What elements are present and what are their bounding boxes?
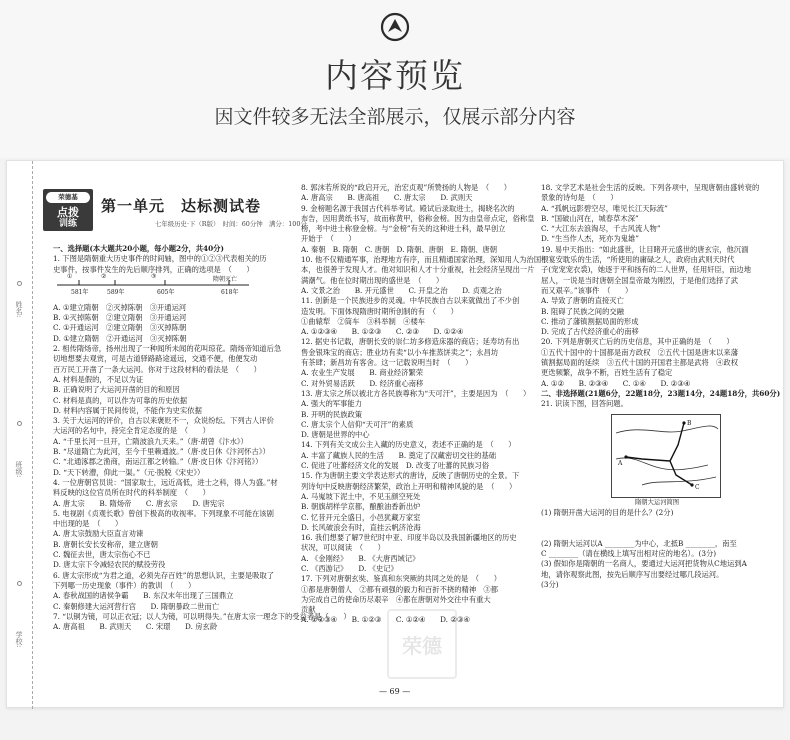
svg-text:C: C — [695, 483, 700, 491]
stub-name: 姓名: — [15, 301, 23, 318]
exam-paper — [6, 160, 784, 708]
question-line: 2. 相传隋炀帝，扬州出现了一种闻所未闻的花叫琼花。隋炀帝知道后急 — [53, 344, 282, 354]
question-line: 镇割据局面的延续 ③五代十国的开国君主都是武将 ④政权 — [541, 358, 739, 368]
timeline-label: 618年 — [221, 288, 239, 296]
question-line: 14. 下列有关文成公主入藏的历史意义，表述不正确的是 （ ） — [301, 440, 516, 450]
question-line: D. 长风破浪会有时，直挂云帆济沧海 — [301, 522, 421, 532]
question-line: B. 朝旗胡样学京都，酿酿油香新出炉 — [301, 502, 421, 512]
question-line: A. 农业生产发展 B. 商业经济繁荣 — [301, 368, 424, 378]
question-line: A. 春秋战国的诸侯争霸 B. 东汉末年出现了三国鼎立 — [53, 591, 234, 601]
question-line: A. 《金刚经》 B. 《大唐西域记》 — [301, 553, 420, 563]
section-heading: 一、选择题(本大题共20小题，每小题2分，共40分) — [53, 244, 224, 253]
question-line: 而又艰辛。”该事件 （ ） — [541, 285, 633, 295]
question-line: 9. 金榜题名源于我国古代科举考试。殿试后录取进士，揭晓名次的 — [301, 203, 515, 213]
question-line: 切地想要去观赏，可是古道驿路路途遥远，交通不便，他便发动 — [53, 354, 258, 364]
question-line: A. 唐太宗鼓励大臣直言劝谏 — [53, 529, 144, 539]
question-line: A. 唐太宗 B. 隋炀帝 C. 唐玄宗 D. 唐宪宗 — [53, 498, 225, 508]
question-line: C. ①开通运河 ②建立隋朝 ③灭掉陈朝 — [53, 323, 187, 333]
stub-school: 学校: — [15, 631, 23, 648]
question-line: ①曲辕犁 ②筒车 ③科举制 ④楼车 — [301, 316, 426, 326]
question-line: 造发明。下面体现隋唐时期所创制的有 （ ） — [301, 306, 458, 316]
timeline-label: 589年 — [107, 288, 125, 296]
page-subtitle: 因文件较多无法全部展示，仅展示部分内容 — [214, 106, 576, 128]
question-line: 11. 创新是一个民族进步的灵魂。中华民族自古以来就做出了不少创 — [301, 296, 520, 306]
svg-text:①: ① — [67, 272, 73, 280]
binding-hole — [17, 421, 22, 426]
question-line: C. 唐太宗个人信仰“天可汗”的素质 — [301, 419, 414, 429]
question-line: 于宴安耽乐的生活，“所使用的庸碌之人，政府由武则天时代 — [541, 255, 735, 265]
question-line: (1) 隋朝开凿大运河的目的是什么？(2分) — [541, 507, 674, 517]
question-line: A. ①②③④ B. ①②③ C. ②③ D. ①②④ — [301, 327, 464, 337]
question-line: 中出现的是 （ ） — [53, 519, 123, 529]
timeline-label: 605年 — [157, 288, 175, 296]
question-line: A. 唐高祖 B. 武则天 C. 宋璟 D. 房玄龄 — [53, 622, 218, 632]
question-line: B. 开明的民族政策 — [301, 409, 363, 419]
svg-text:A: A — [618, 459, 623, 467]
question-line: ①五代十国中的十国都是南方政权 ②五代十国是唐末以来藩 — [541, 347, 739, 357]
question-line: 屈人，一说是当时唐朝全国皇帝最为刚烈，于是他们选择了武 — [541, 275, 739, 285]
question-line: 7. “以铜为镜，可以正衣冠；以人为镜，可以明得失。”在唐太宗一理念下的受益者是（ ） — [53, 611, 351, 621]
question-line: C. “大江东去浪淘尽，千古风流人物” — [541, 224, 661, 234]
question-line: A. 秦朝 B. 隋朝 C. 唐朝 D. 隋朝、唐朝 E. 隋朝、唐朝 — [301, 244, 498, 254]
question-line: D. 材料内容属于民间传说，不能作为史实依据 — [53, 405, 202, 415]
question-line: (3分) — [541, 579, 559, 589]
question-line: A. “孤帆远影碧空尽，唯见长江天际流” — [541, 203, 668, 213]
question-line: 列诗句中反映唐朝经济繁荣，政治上开明和精神风貌的是 （ ） — [301, 481, 517, 491]
question-line: 状况，可以阅读 （ ） — [301, 543, 385, 553]
question-line: B. 阻碍了民族之间的交融 — [541, 306, 624, 316]
question-line: 17. 下列对唐朝玄奘、鉴真和东突厥的共同之处的是 （ ） — [301, 574, 501, 584]
question-line: 20. 下列是唐朝灭亡后的历史信息，其中正确的是 （ ） — [541, 337, 734, 347]
binding-hole — [17, 581, 22, 586]
brand-line-2: 训练 — [58, 219, 77, 229]
question-line: 更迭频繁，战争不断，百姓生活有了稳定 — [541, 368, 673, 378]
question-line — [541, 518, 777, 528]
question-line: C. 忆昔开元全盛日，小邑犹藏万家室 — [301, 512, 421, 522]
map-figure — [541, 414, 777, 508]
page-title: 内容预览 — [325, 56, 465, 95]
question-line: 18. 文学艺术是社会生活的反映。下列各项中，呈现唐朝由盛转衰的 — [541, 183, 760, 192]
question-line: C. “北通涿郡之渔商，南运江都之转输。”（唐·皮日休《汴河铭》） — [53, 457, 263, 467]
column-3 — [541, 183, 781, 590]
svg-text:B: B — [687, 419, 692, 427]
brand-line-1: 点拨 — [57, 206, 79, 219]
question-line: A. 马嵬坡下泥土中，不见玉颜空死处 — [301, 491, 421, 501]
question-line: 1. 下图是隋朝重大历史事件的时间轴，图中的①②③代表相关的历 — [53, 254, 267, 264]
unit-meta: 七年级历史·下（R版） 时间：60分钟 满分：100分 — [155, 220, 307, 228]
question-line: 售金银珠宝的商店；胜业坊有卖“以小车推蒸饼卖之”；永昌坊 — [301, 347, 499, 357]
question-line: 地，请你观察此图，按先后顺序写出要经过哪几段运河。 — [541, 569, 724, 579]
question-line: 6. 唐太宗形成“为君之道，必须先存百姓”的思想认识，主要是吸取了 — [53, 570, 275, 580]
question-line: A. ①② B. ②③④ C. ①④ D. ②③④ — [541, 378, 691, 388]
question-line: 本，也很善于发现人才。他对知识和人才十分重视，社会经济呈现出一片 — [301, 265, 535, 275]
question-line: C. 推动了藩镇割据局面的形成 — [541, 316, 639, 326]
question-line: 料反映的这位官员所在时代的科举制度 （ ） — [53, 488, 210, 498]
section-heading: 二、非选择题(21题6分，22题18分，23题14分，24题18分，共60分) — [541, 388, 781, 398]
question-line: (3) 假如你是隋朝的一名商人，要通过大运河把货物从C地运到A — [541, 559, 747, 569]
question-line: 5. 电视剧《贞观长歌》曾创下极高的收视率。下列现象不可能在该剧 — [53, 508, 274, 518]
question-line: B. “尽道隋亡为此河，至今千里赖通波。”（唐·皮日休《汴河怀古》） — [53, 447, 270, 457]
question-line: D. 唐太宗下令减轻农民的赋役劳役 — [53, 560, 166, 570]
timeline-label: 581年 — [71, 288, 89, 296]
question-line: 贡献 — [301, 605, 316, 615]
timeline-figure — [53, 272, 281, 303]
question-line: D. 完成了古代经济重心的南移 — [541, 327, 639, 337]
question-line: C. 材料是真的，可以作为可靠的历史依据 — [53, 395, 188, 405]
question-line: 下列哪一历史现象（事件）的教训 （ ） — [53, 580, 196, 590]
question-line: 13. 唐太宗之所以被北方各民族尊称为“天可汗”，主要是因为 （ ） — [301, 388, 531, 398]
question-line: D. “天下转漕，仰此一渠。”（元·脱脱《宋史》） — [53, 467, 205, 477]
question-line: 满潮气。他在位时期出现的盛世是 （ ） — [301, 275, 444, 285]
question-line: 景象的诗句是 （ ） — [541, 193, 618, 203]
map-caption: 隋朝大运河简图 — [635, 498, 680, 506]
question-line: A. 强大的军事能力 — [301, 399, 362, 409]
question-line: 12. 据史书记载，唐朝长安的崇仁坊多修造床器的商店；延寿坊有出 — [301, 337, 520, 347]
brand-name: 荣德基 — [46, 192, 90, 203]
question-line: D. ①建立隋朝 ②开通运河 ③灭掉陈朝 — [53, 333, 187, 343]
question-line: C. 《西游记》 D. 《史记》 — [301, 563, 398, 573]
column-2 — [301, 183, 549, 626]
question-line: C. 对外贸易活跃 D. 经济重心南移 — [301, 378, 424, 388]
question-line: C ________（请在横线上填写出相对应的地名）。(3分) — [541, 549, 717, 559]
question-line: 史事件，按事件发生的先后顺序排列，正确的选项是 （ ） — [53, 264, 254, 274]
question-line — [541, 528, 777, 538]
question-line: B. “国破山河在，城春草木深” — [541, 213, 639, 223]
page-number: — 69 — — [379, 687, 411, 696]
question-line: B. ①灭掉陈朝 ②建立隋朝 ③开通运河 — [53, 313, 187, 323]
question-line: A. 文景之治 B. 开元盛世 C. 开皇之治 D. 贞观之治 — [301, 285, 502, 295]
question-line: B. 正确说明了大运河开凿的目的和原因 — [53, 385, 180, 395]
question-line: 3. 关于大运河的评价，自古以来褒贬不一，众说纷纭。下列古人评价 — [53, 416, 274, 426]
question-line: A. 丰富了藏族人民的生活 B. 奠定了汉藏密切交往的基础 — [301, 450, 497, 460]
question-line: C. 魏征去世，唐太宗伤心不已 — [53, 550, 151, 560]
question-line: 子(宠宠宠衣裘)，她逐于平和扬有的二人世界，任用奸臣，而边地 — [541, 265, 752, 275]
question-line: 4. 一位唐朝官员说：“国家取士，远近高低，进士之科，得人为盛。”材 — [53, 477, 278, 487]
question-line: ①都是唐朝僧人 ②都有顽强的毅力和百折不挠的精神 ③都 — [301, 584, 499, 594]
brand-badge — [43, 189, 93, 231]
canal-map-drawing — [612, 415, 720, 497]
question-line: A. 导致了唐朝的直接灭亡 — [541, 296, 624, 306]
question-line: A. 材料是假的，不足以为证 — [53, 374, 144, 384]
question-line: 百万民工开凿了一条大运河。你对于这段材料的看法是 （ ） — [53, 364, 261, 374]
question-line: D. “生当作人杰，死亦为鬼雄” — [541, 234, 639, 244]
question-line: A. “千里长河一旦开，亡隋波浪九天来。”（唐·胡曾《汴水》） — [53, 436, 248, 446]
unit-header — [37, 183, 307, 237]
question-line: 榜，考中进士称登金榜。与“金榜”有关的这种进士科，最早创立 — [301, 224, 506, 234]
question-line: 15. 作为唐朝主要文学表达形式的唐诗，反映了唐朝历史的全景。下 — [301, 471, 520, 481]
question-line: 开始于 （ ） — [301, 234, 356, 244]
svg-text:②: ② — [101, 272, 107, 280]
timeline-label: 隋朝灭亡 — [213, 275, 238, 283]
canal-map — [611, 414, 721, 498]
question-line: C. 促进了吐蕃经济文化的发展 D. 改变了吐蕃的民族习俗 — [301, 461, 490, 471]
watermark: 荣德 — [387, 609, 457, 679]
question-line: A. 唐高宗 B. 唐高祖 C. 唐太宗 D. 武则天 — [301, 193, 473, 203]
question-line: 21. 识读下图，回答问题。 — [541, 399, 628, 409]
preview-header — [0, 0, 790, 158]
binding-stub — [7, 161, 33, 709]
question-line: A. ①建立隋朝 ②灭掉陈朝 ③开通运河 — [53, 302, 187, 312]
stub-class: 班级: — [15, 461, 23, 478]
question-line: 8. 郭沫若所说的“政启开元，治宏贞观”所赞扬的人物是 （ ） — [301, 183, 512, 192]
question-line: B. 唐朝长安长安称帝，建立唐朝 — [53, 539, 158, 549]
svg-text:③: ③ — [151, 272, 157, 280]
question-line: (2) 隋朝大运河以A ________为中心，北抵B ________，南至 — [541, 538, 737, 548]
question-line: 为完成自己的使命历尽艰辛 ④都在唐朝对外交往中有重大 — [301, 594, 491, 604]
question-line: 有茶肆；新昌坊有客舍。这一记载说明当时 （ ） — [301, 358, 473, 368]
question-line: C. 秦朝修建大运河营行宫 D. 隋朝暴政二世而亡 — [53, 601, 220, 611]
question-line: 大运河的名句中，持完全肯定态度的是 （ ） — [53, 426, 210, 436]
question-line: A. ①②③④ B. ①②③ C. ①②④ D. ②③④ — [301, 615, 470, 625]
preview-logo-icon — [380, 12, 410, 42]
question-line: 10. 他不仅精通军事，治理地方有序，而且精通国家治理，深知用人为治国根 — [301, 255, 549, 265]
question-line: 16. 我们想要了解7世纪时中亚、印度半岛以及我国新疆地区的历史 — [301, 533, 517, 543]
question-line: 19. 易中天指出：“如此盛世，让目睹开元盛世的唐玄宗，他沉湎 — [541, 244, 749, 254]
binding-hole — [17, 281, 22, 286]
question-line: D. 唐朝是世界的中心 — [301, 430, 370, 440]
unit-title: 第一单元 达标测试卷 — [101, 197, 262, 215]
question-line: 布告，因用黄纸书写，故而称黄甲，俗称金榜。因为由皇帝点定，俗称皇 — [301, 213, 535, 223]
